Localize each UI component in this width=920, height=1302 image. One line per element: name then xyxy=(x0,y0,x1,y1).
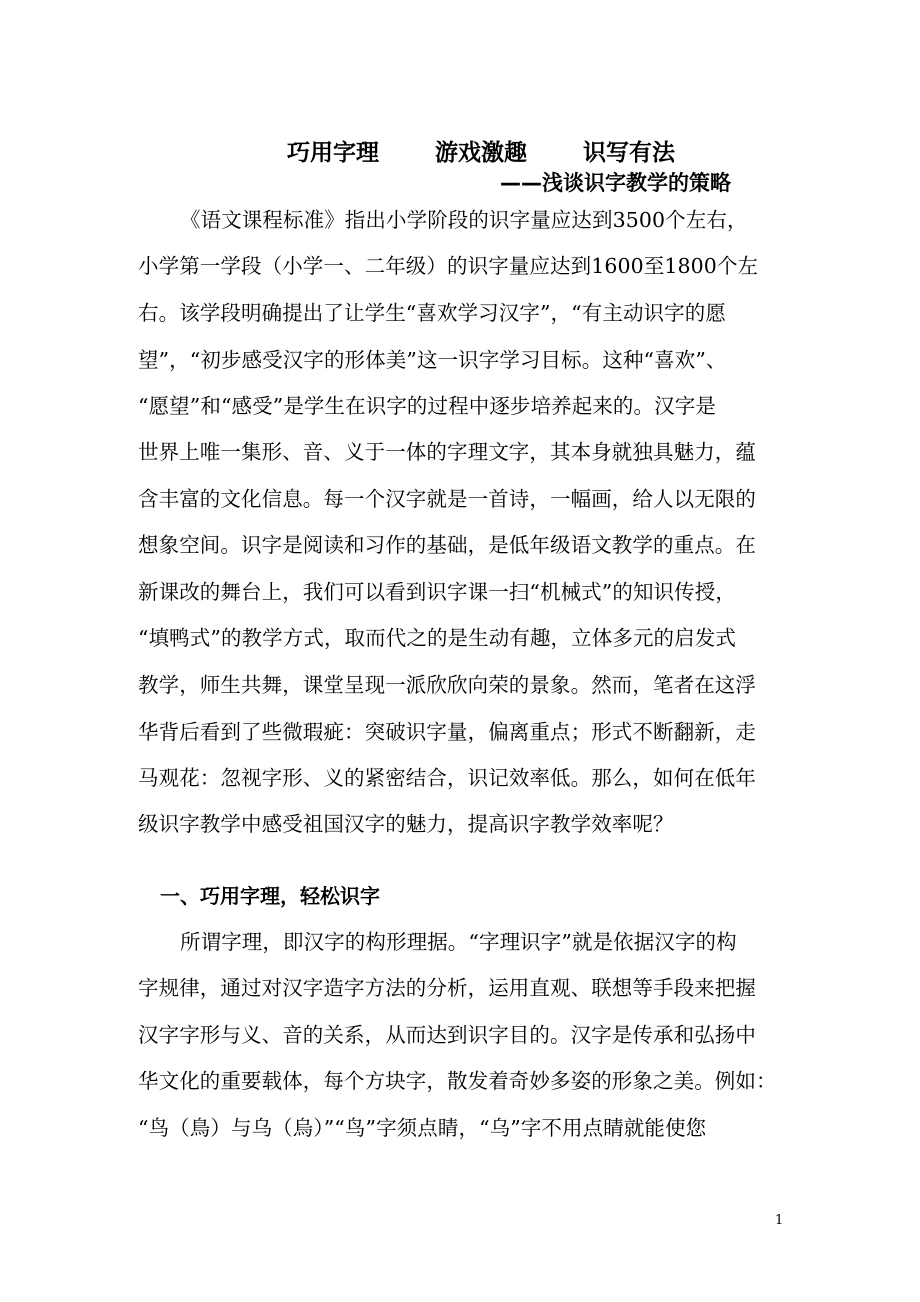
paragraph-1-line-11: 教学，师生共舞，课堂呈现一派欣欣向荣的景象。然而，笔者在这浮 xyxy=(138,673,756,697)
paragraph-2-line-1: 所谓字理，即汉字的构形理据。“字理识字”就是依据汉字的构 xyxy=(180,930,737,954)
title-part-2: 游戏激趣 xyxy=(435,140,527,166)
title-part-1: 巧用字理 xyxy=(287,140,379,166)
paragraph-2-line-3: 汉字字形与义、音的关系，从而达到识字目的。汉字是传承和弘扬中 xyxy=(138,1023,756,1047)
paragraph-2-line-2: 字规律，通过对汉字造字方法的分析，运用直观、联想等手段来把握 xyxy=(138,976,756,1000)
section-heading: 一、巧用字理，轻松识字 xyxy=(160,884,380,908)
paragraph-1-line-12: 华背后看到了些微瑕疵：突破识字量，偏离重点；形式不断翻新，走 xyxy=(138,720,756,744)
document-subtitle: ——浅谈识字教学的策略 xyxy=(500,171,731,195)
paragraph-1-line-4: 望”，“初步感受汉字的形体美”这一识字学习目标。这种“喜欢”、 xyxy=(138,348,727,372)
paragraph-1-line-1: 《语文课程标准》指出小学阶段的识字量应达到3500个左右， xyxy=(180,208,748,232)
paragraph-1-line-7: 含丰富的文化信息。每一个汉字就是一首诗，一幅画，给人以无限的 xyxy=(138,487,756,511)
paragraph-2-line-4: 华文化的重要载体，每个方块字，散发着奇妙多姿的形象之美。例如： xyxy=(138,1069,777,1093)
paragraph-1-line-6: 世界上唯一集形、音、义于一体的字理文字，其本身就独具魅力，蕴 xyxy=(138,440,756,464)
paragraph-1-line-5: “愿望”和“感受”是学生在识字的过程中逐步培养起来的。汉字是 xyxy=(138,394,716,418)
paragraph-1-line-10: “填鸭式”的教学方式，取而代之的是生动有趣，立体多元的启发式 xyxy=(138,626,736,650)
paragraph-1-line-3: 右。该学段明确提出了让学生“喜欢学习汉字”，“有主动识字的愿 xyxy=(138,301,726,325)
paragraph-1-line-9: 新课改的舞台上，我们可以看到识字课一扫“机械式”的知识传授， xyxy=(138,580,736,604)
paragraph-1-line-14: 级识字教学中感受祖国汉字的魅力，提高识字教学效率呢？ xyxy=(138,812,674,836)
paragraph-1-line-8: 想象空间。识字是阅读和习作的基础，是低年级语文教学的重点。在 xyxy=(138,533,756,557)
paragraph-1-line-13: 马观花：忽视字形、义的紧密结合，识记效率低。那么，如何在低年 xyxy=(138,766,756,790)
page-number: 1 xyxy=(775,1213,784,1228)
paragraph-1-line-2: 小学第一学段（小学一、二年级）的识字量应达到1600至1800个左 xyxy=(138,254,759,278)
paragraph-2-line-5: “鸟（鳥）与乌（烏）”“鸟”字须点睛，“乌”字不用点睛就能使您 xyxy=(138,1116,707,1140)
document-title xyxy=(0,136,920,170)
title-part-3: 识写有法 xyxy=(583,140,675,166)
